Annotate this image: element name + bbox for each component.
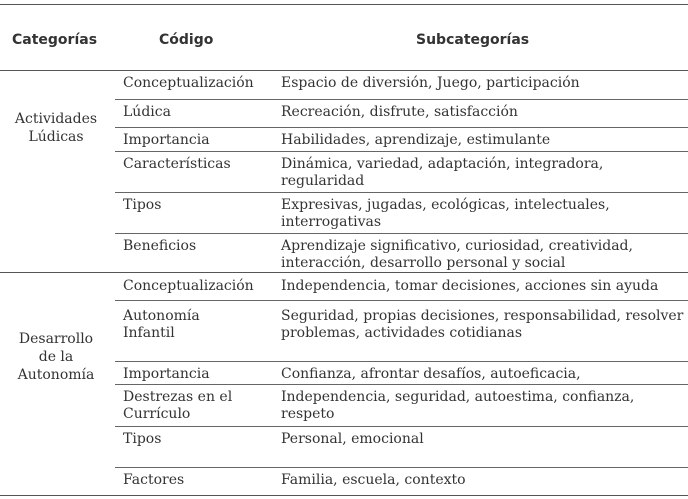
row-separator	[115, 361, 688, 362]
code-cell: Conceptualización	[123, 278, 254, 294]
code-cell: Lúdica	[123, 104, 171, 120]
code-cell: Autonomía Infantil	[123, 308, 200, 341]
subcategory-cell: Confianza, afrontar desafíos, autoeficacia,	[281, 366, 581, 382]
header-bottom-rule	[0, 70, 688, 71]
code-cell: Importancia	[123, 366, 210, 382]
code-cell: Tipos	[123, 197, 162, 213]
subcategory-cell: Recreación, disfrute, satisfacción	[281, 104, 518, 120]
row-separator	[115, 233, 688, 234]
category-desarrollo-autonomia: Desarrollo de la Autonomía	[17, 331, 95, 383]
subcategory-cell: Habilidades, aprendizaje, estimulante	[281, 132, 551, 148]
subcategory-cell: Aprendizaje significativo, curiosidad, creatividad, interacción, desarrollo personal y social	[281, 238, 633, 271]
subcategory-cell: Seguridad, propias decisiones, responsabilidad, resolver problemas, actividades cotidianas	[281, 308, 684, 341]
code-cell: Importancia	[123, 132, 210, 148]
header-subcategorias: Subcategorías	[416, 32, 530, 48]
subcategory-cell: Independencia, seguridad, autoestima, confianza, respeto	[281, 389, 635, 422]
subcategory-cell: Expresivas, jugadas, ecológicas, intelectuales, interrogativas	[281, 197, 610, 230]
subcategory-cell: Dinámica, variedad, adaptación, integradora, regularidad	[281, 156, 604, 189]
row-separator	[115, 300, 688, 301]
code-cell: Destrezas en el Currículo	[123, 389, 233, 422]
code-cell: Beneficios	[123, 238, 197, 254]
row-separator	[115, 127, 688, 128]
subcategory-cell: Espacio de diversión, Juego, participación	[281, 75, 580, 91]
code-cell: Tipos	[123, 431, 162, 447]
header-codigo: Código	[159, 32, 214, 48]
header-categorias: Categorías	[12, 32, 98, 48]
code-cell: Conceptualización	[123, 75, 254, 91]
row-separator	[115, 384, 688, 385]
group-divider-rule	[0, 272, 688, 273]
row-separator	[115, 467, 688, 468]
subcategory-cell: Personal, emocional	[281, 431, 424, 447]
row-separator	[115, 192, 688, 193]
subcategory-cell: Independencia, tomar decisiones, acciones sin ayuda	[281, 278, 659, 294]
row-separator	[115, 151, 688, 152]
category-actividades-ludicas: Actividades Lúdicas	[14, 111, 98, 145]
code-cell: Factores	[123, 472, 185, 488]
table-top-rule	[0, 4, 688, 5]
table-bottom-rule	[0, 495, 688, 496]
subcategory-cell: Familia, escuela, contexto	[281, 472, 466, 488]
row-separator	[115, 426, 688, 427]
code-cell: Características	[123, 156, 231, 172]
row-separator	[115, 99, 688, 100]
